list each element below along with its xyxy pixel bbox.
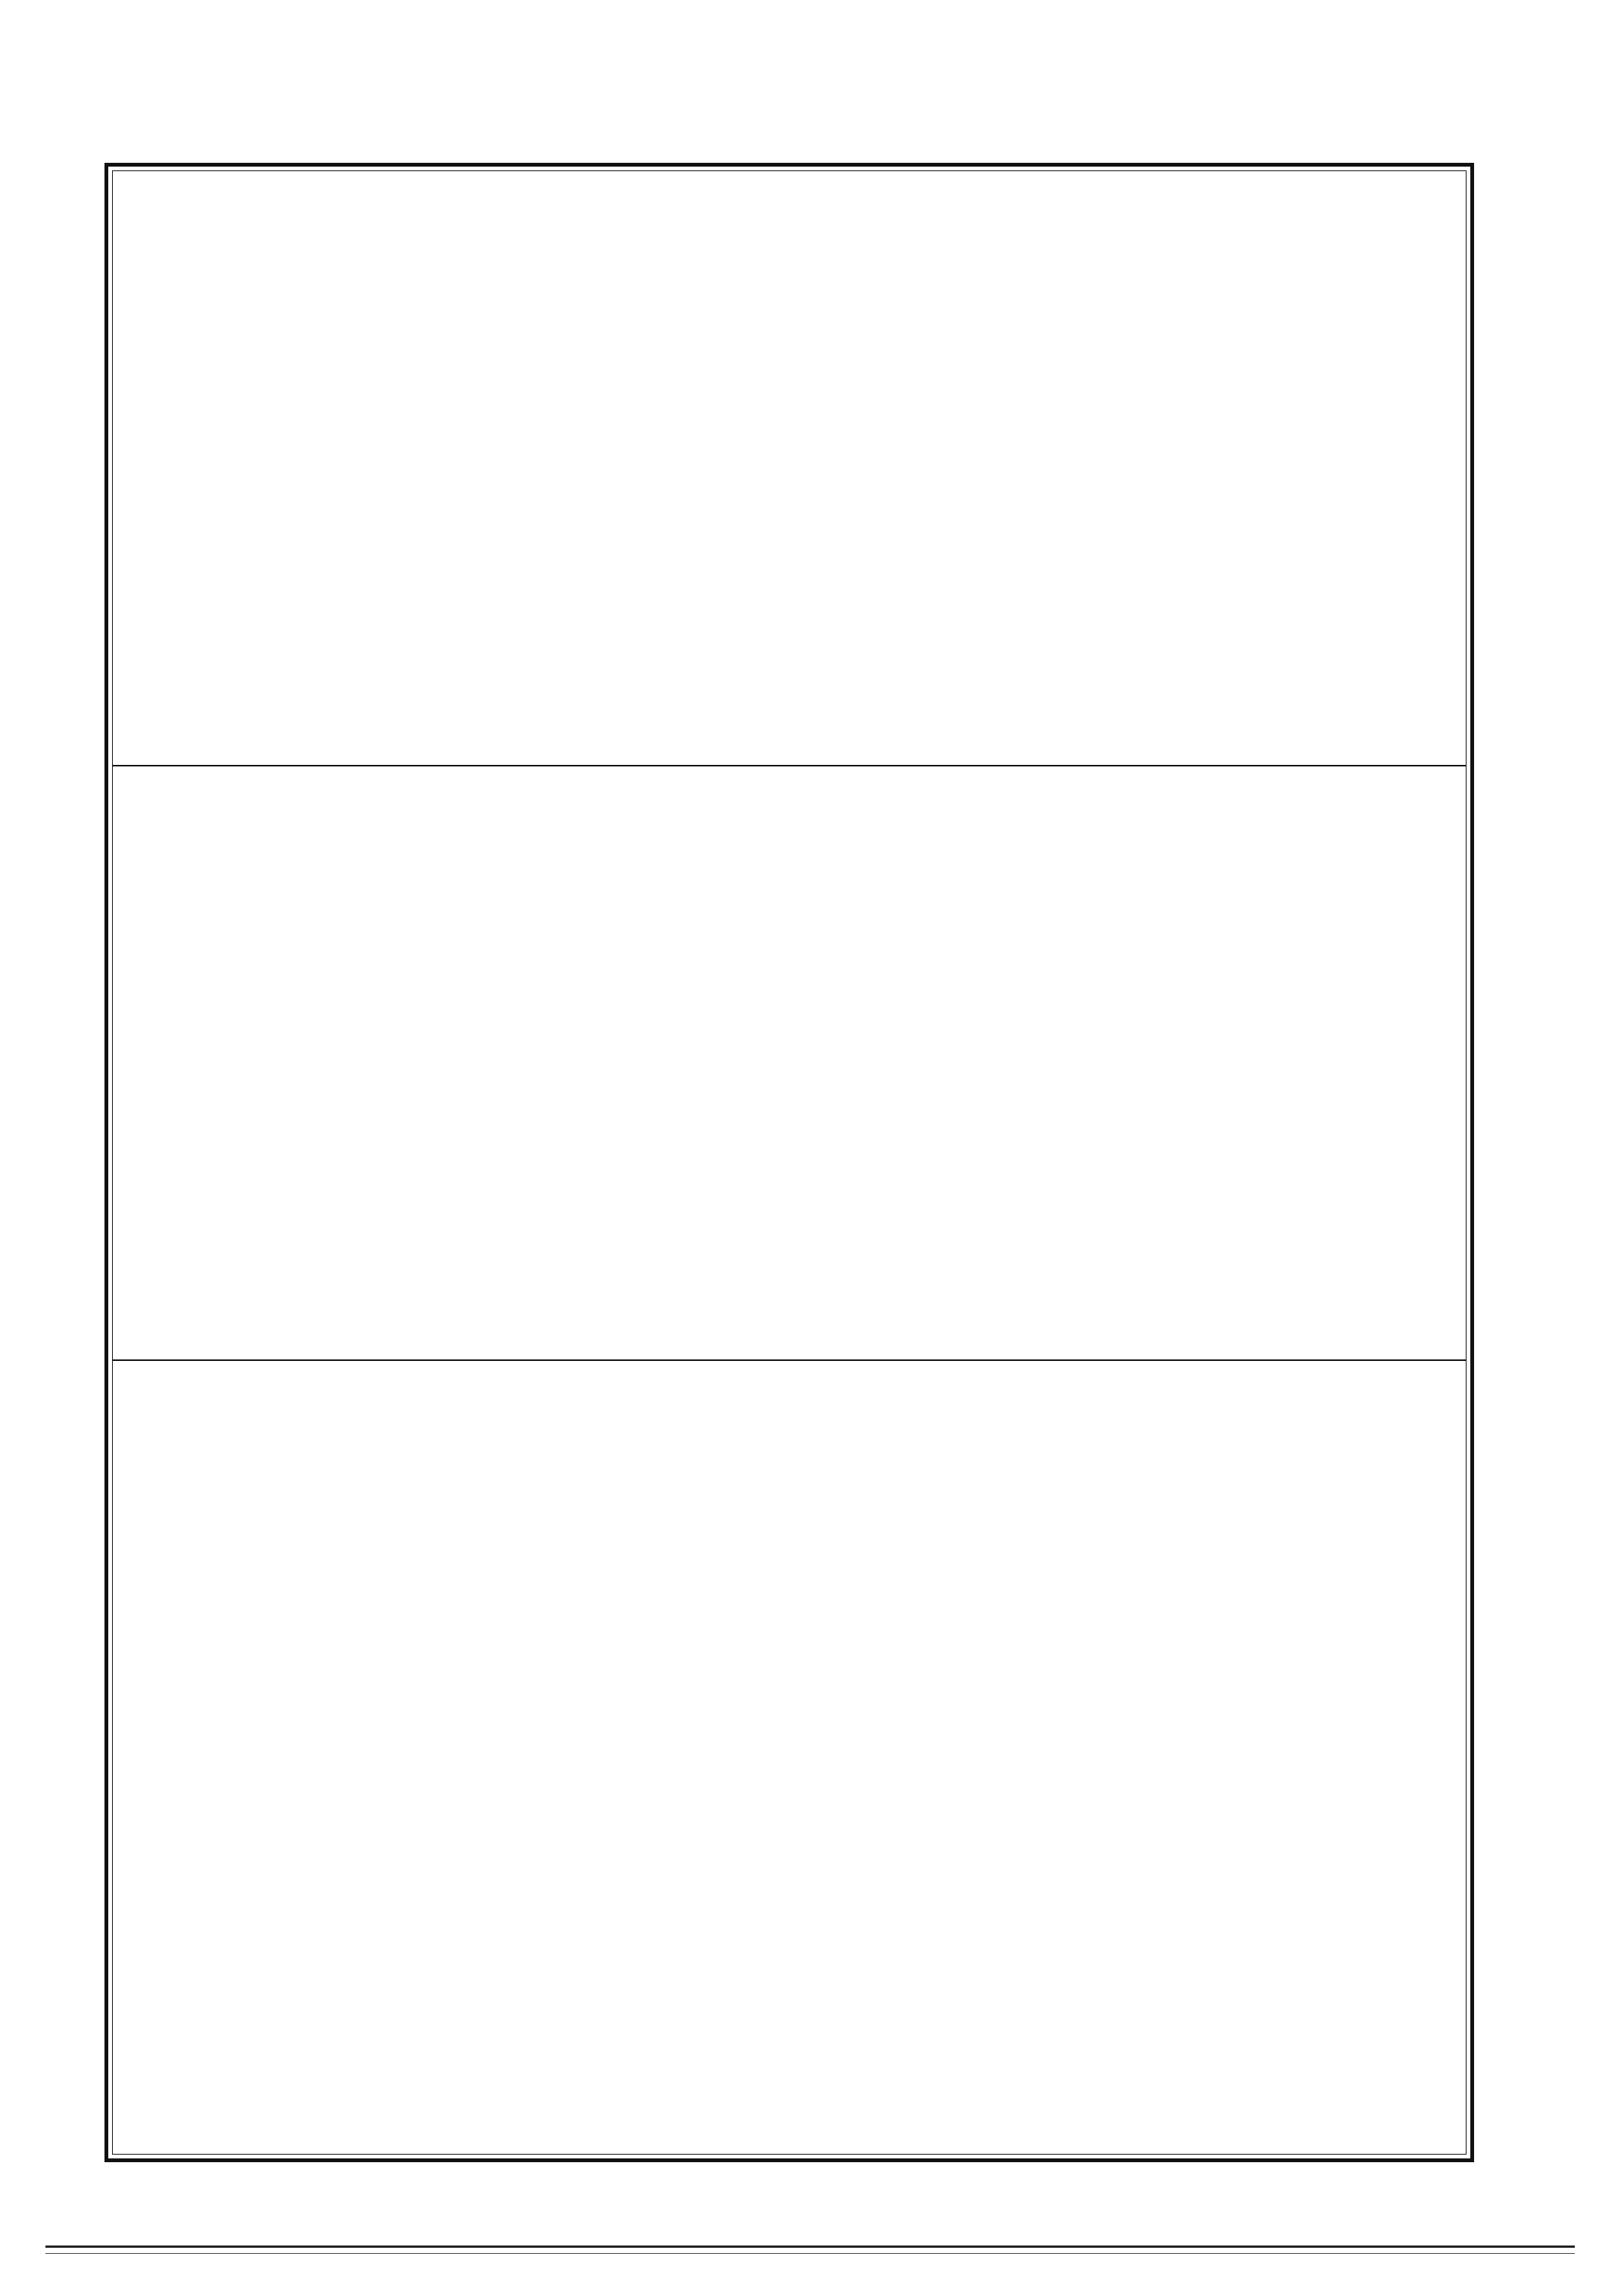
bottom-columns bbox=[132, 1369, 1454, 2149]
top-text-block bbox=[132, 182, 1454, 757]
middle-text-block bbox=[132, 774, 1454, 1353]
top-columns bbox=[132, 182, 1454, 757]
middle-columns bbox=[132, 774, 1454, 1353]
bottom-rule bbox=[45, 2245, 1575, 2248]
section-divider-bottom bbox=[112, 1359, 1467, 1361]
section-divider-top bbox=[112, 765, 1467, 766]
bottom-rule-thin bbox=[45, 2253, 1575, 2254]
bottom-text-block bbox=[132, 1369, 1454, 2149]
